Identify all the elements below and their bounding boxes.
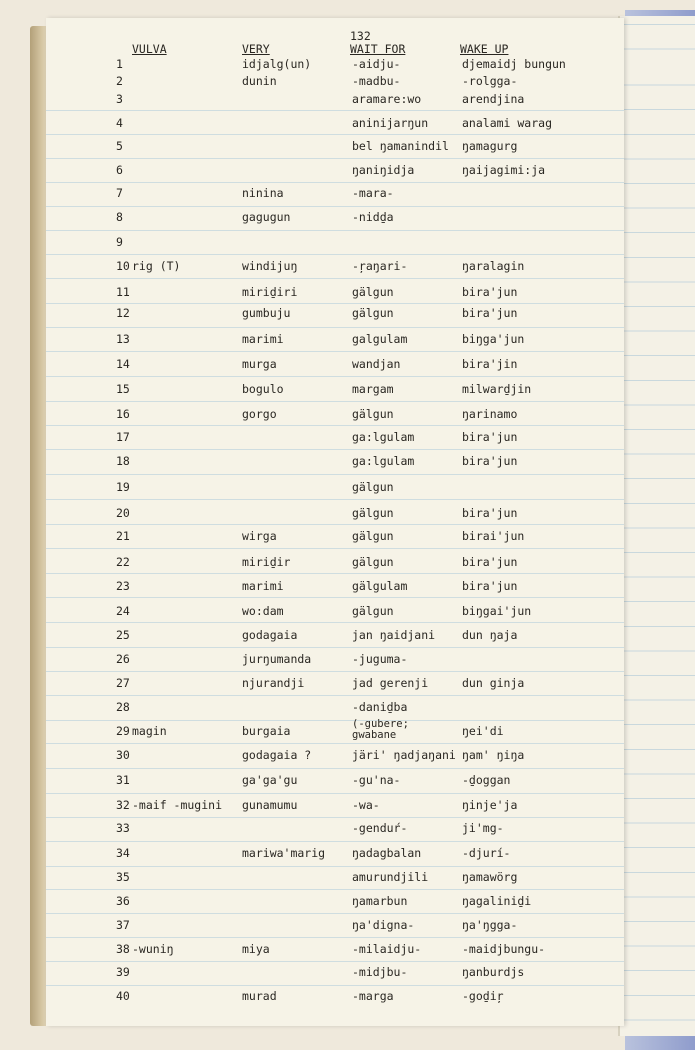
- cell-wait-for: gälgun: [352, 555, 394, 569]
- cell-wait-for: amurundjili: [352, 870, 429, 884]
- row-number: 31: [116, 773, 130, 787]
- cell-wait-for: bel ŋamanindil: [352, 139, 449, 153]
- rule-line: [46, 158, 624, 159]
- cell-wake-up: bira'jun: [462, 555, 518, 569]
- cell-wake-up: ŋei'di: [462, 724, 504, 738]
- rule-line: [46, 254, 624, 255]
- row-number: 19: [116, 480, 130, 494]
- header-wake-up: WAKE UP: [460, 42, 509, 56]
- rule-line: [46, 182, 624, 183]
- cell-very: miya: [242, 942, 270, 956]
- cell-wait-for: margam: [352, 382, 394, 396]
- header-vulva: VULVA: [132, 42, 167, 56]
- cell-wake-up: ŋinje'ja: [462, 798, 518, 812]
- cell-wake-up: ŋamawörg: [462, 870, 518, 884]
- cell-wake-up: ŋa'ŋgga-: [462, 918, 518, 932]
- cell-wait-for: wandjan: [352, 357, 401, 371]
- rule-line: [46, 110, 624, 111]
- row-number: 22: [116, 555, 130, 569]
- cell-wait-for: gälgun: [352, 407, 394, 421]
- cell-wait-for: -nidḏa: [352, 210, 394, 224]
- cell-wait-for: ga:lgulam: [352, 454, 415, 468]
- cell-wait-for: jan ŋaidjani: [352, 628, 436, 642]
- cell-wake-up: bira'jin: [462, 357, 518, 371]
- row-number: 33: [116, 821, 130, 835]
- cell-wake-up: analami warag: [462, 116, 553, 130]
- cell-very: jurŋumanda: [242, 652, 312, 666]
- rule-line: [46, 937, 624, 938]
- rule-line: [46, 351, 624, 352]
- cell-wake-up: ŋarinamo: [462, 407, 518, 421]
- cell-wait-for: -madbu-: [352, 74, 401, 88]
- rule-line: [46, 961, 624, 962]
- row-number: 16: [116, 407, 130, 421]
- cell-wait-for: ŋa'digna-: [352, 918, 415, 932]
- cell-wake-up: ŋagaliniḏi: [462, 894, 532, 908]
- row-number: 30: [116, 748, 130, 762]
- cell-very: miriḏir: [242, 555, 291, 569]
- cell-very: murga: [242, 357, 277, 371]
- row-number: 36: [116, 894, 130, 908]
- cell-wait-for: ŋaniŋidja: [352, 163, 415, 177]
- cell-wake-up: ŋaralagin: [462, 259, 525, 273]
- rule-line: [46, 573, 624, 574]
- cell-wake-up: bira'jun: [462, 430, 518, 444]
- cell-wait-for: -milaidju-: [352, 942, 422, 956]
- rule-line: [46, 720, 624, 721]
- row-number: 3: [116, 92, 123, 106]
- ledger-page: [46, 18, 624, 1026]
- cell-wait-for: -juguma-: [352, 652, 408, 666]
- row-number: 4: [116, 116, 123, 130]
- cell-wait-for: gälgun: [352, 529, 394, 543]
- cell-wake-up: bira'jun: [462, 306, 518, 320]
- rule-line: [46, 622, 624, 623]
- row-number: 40: [116, 989, 130, 1003]
- cell-wake-up: -djurí-: [462, 846, 511, 860]
- cell-very: wirga: [242, 529, 277, 543]
- rule-line: [46, 134, 624, 135]
- cell-wait-for: ŋadagbalan: [352, 846, 422, 860]
- rule-line: [46, 548, 624, 549]
- cell-very: ninina: [242, 186, 284, 200]
- cell-wait-for: järi' ŋadjaŋani: [352, 748, 456, 762]
- row-number: 6: [116, 163, 123, 177]
- cell-wait-for: ŋamarbun: [352, 894, 408, 908]
- rule-line: [46, 474, 624, 475]
- cell-wait-for: gälgun: [352, 306, 394, 320]
- row-number: 38: [116, 942, 130, 956]
- rule-line: [46, 889, 624, 890]
- rule-line: [46, 793, 624, 794]
- cell-wait-for: -ŗaŋari-: [352, 259, 408, 273]
- row-number: 20: [116, 506, 130, 520]
- row-number: 24: [116, 604, 130, 618]
- rule-line: [46, 817, 624, 818]
- cell-wake-up: ŋam' ŋiŋa: [462, 748, 525, 762]
- rule-line: [46, 206, 624, 207]
- cell-wake-up: -maidjbungu-: [462, 942, 546, 956]
- row-number: 14: [116, 357, 130, 371]
- cell-wait-for: gälgun: [352, 506, 394, 520]
- cell-very: bogulo: [242, 382, 284, 396]
- cell-wait-for: galgulam: [352, 332, 408, 346]
- header-wait-for: WAIT FOR: [350, 42, 406, 56]
- cell-very: murad: [242, 989, 277, 1003]
- row-number: 25: [116, 628, 130, 642]
- rule-line: [46, 499, 624, 500]
- row-number: 11: [116, 285, 130, 299]
- cell-very: miriḏiri: [242, 285, 298, 299]
- row-number: 26: [116, 652, 130, 666]
- row-number: 15: [116, 382, 130, 396]
- right-page-edge: [618, 16, 695, 1036]
- row-number: 29: [116, 724, 130, 738]
- rule-line: [46, 866, 624, 867]
- cell-wait-for: gälgun: [352, 604, 394, 618]
- rule-line: [46, 768, 624, 769]
- cell-wake-up: milwarḏjin: [462, 382, 532, 396]
- row-number: 27: [116, 676, 130, 690]
- cell-wake-up: -ḏoggan: [462, 773, 511, 787]
- cell-very: marimi: [242, 579, 284, 593]
- cell-wait-for: -aidju-: [352, 57, 401, 71]
- cell-very: godagaia: [242, 628, 298, 642]
- cell-very: gagugun: [242, 210, 291, 224]
- cell-very: windijuŋ: [242, 259, 298, 273]
- row-number: 34: [116, 846, 130, 860]
- rule-line: [46, 597, 624, 598]
- cell-wait-for: -genduŕ-: [352, 821, 408, 835]
- row-number: 7: [116, 186, 123, 200]
- cell-wake-up: biŋga'jun: [462, 332, 525, 346]
- cell-wait-for: -marga: [352, 989, 394, 1003]
- cell-wait-for: -gu'na-: [352, 773, 401, 787]
- row-number: 35: [116, 870, 130, 884]
- rule-line: [46, 303, 624, 304]
- rule-line: [46, 230, 624, 231]
- row-number: 21: [116, 529, 130, 543]
- cell-wake-up: ji'mg-: [462, 821, 504, 835]
- row-number: 12: [116, 306, 130, 320]
- cell-vulva: -wuniŋ: [132, 942, 174, 956]
- rule-line: [46, 449, 624, 450]
- rule-line: [46, 743, 624, 744]
- cell-wait-for: gälgun: [352, 285, 394, 299]
- cell-wait-for: -mara-: [352, 186, 394, 200]
- cell-wake-up: bira'jun: [462, 454, 518, 468]
- cell-very: mariwa'marig: [242, 846, 326, 860]
- cell-wait-for: aninijarŋun: [352, 116, 429, 130]
- row-number: 5: [116, 139, 123, 153]
- cell-wait-for: gälgulam: [352, 579, 408, 593]
- cell-very: njurandji: [242, 676, 305, 690]
- cell-wait-for: jad gerenji: [352, 676, 429, 690]
- cell-wake-up: -rolgga-: [462, 74, 518, 88]
- cell-very: wo:dam: [242, 604, 284, 618]
- cell-wait-for: (-gubere; gwabane: [352, 718, 409, 741]
- cell-wake-up: bira'jun: [462, 579, 518, 593]
- cell-vulva: -maif -mugini: [132, 798, 223, 812]
- row-number: 28: [116, 700, 130, 714]
- cell-wake-up: ŋamagurg: [462, 139, 518, 153]
- rule-line: [46, 425, 624, 426]
- row-number: 9: [116, 235, 123, 249]
- header-very: VERY: [242, 42, 270, 56]
- row-number: 1: [116, 57, 123, 71]
- rule-line: [46, 913, 624, 914]
- rule-line: [46, 524, 624, 525]
- row-number: 23: [116, 579, 130, 593]
- cell-wake-up: -goḏiŗ: [462, 989, 504, 1003]
- cell-wait-for: -midjbu-: [352, 965, 408, 979]
- cell-very: idjalg(un): [242, 57, 312, 71]
- cell-very: godagaia ?: [242, 748, 312, 762]
- cell-very: burgaia: [242, 724, 291, 738]
- rule-line: [46, 376, 624, 377]
- rule-line: [46, 647, 624, 648]
- row-number: 32: [116, 798, 130, 812]
- cell-wait-for: aramare:wo: [352, 92, 422, 106]
- cell-very: dunin: [242, 74, 277, 88]
- cell-very: gorgo: [242, 407, 277, 421]
- cell-wait-for: -wa-: [352, 798, 380, 812]
- rule-line: [46, 841, 624, 842]
- cell-wait-for: -daniḏba: [352, 700, 408, 714]
- cell-wake-up: ŋaijagimi:ja: [462, 163, 546, 177]
- rule-line: [46, 278, 624, 279]
- rule-line: [46, 985, 624, 986]
- row-number: 10: [116, 259, 130, 273]
- rule-line: [46, 695, 624, 696]
- row-number: 8: [116, 210, 123, 224]
- cell-very: gumbuju: [242, 306, 291, 320]
- row-number: 18: [116, 454, 130, 468]
- cell-wake-up: biŋgai'jun: [462, 604, 532, 618]
- cell-vulva: rig (T): [132, 259, 181, 273]
- cell-vulva: magin: [132, 724, 167, 738]
- cell-wake-up: bira'jun: [462, 285, 518, 299]
- cell-wait-for: gälgun: [352, 480, 394, 494]
- rule-line: [46, 327, 624, 328]
- row-number: 13: [116, 332, 130, 346]
- cell-wake-up: bira'jun: [462, 506, 518, 520]
- cell-wake-up: arendjina: [462, 92, 525, 106]
- cell-wait-for: ga:lgulam: [352, 430, 415, 444]
- row-number: 2: [116, 74, 123, 88]
- page-number: 132: [350, 29, 371, 43]
- rule-line: [46, 401, 624, 402]
- rule-line: [46, 671, 624, 672]
- cell-wake-up: birai'jun: [462, 529, 525, 543]
- row-number: 37: [116, 918, 130, 932]
- cell-very: gunamumu: [242, 798, 298, 812]
- cell-very: marimi: [242, 332, 284, 346]
- cell-very: ga'ga'gu: [242, 773, 298, 787]
- cell-wake-up: djemaidj bungun: [462, 57, 566, 71]
- row-number: 39: [116, 965, 130, 979]
- cell-wake-up: ŋanburdjs: [462, 965, 525, 979]
- cell-wake-up: dun ŋaja: [462, 628, 518, 642]
- cell-wake-up: dun ginja: [462, 676, 525, 690]
- row-number: 17: [116, 430, 130, 444]
